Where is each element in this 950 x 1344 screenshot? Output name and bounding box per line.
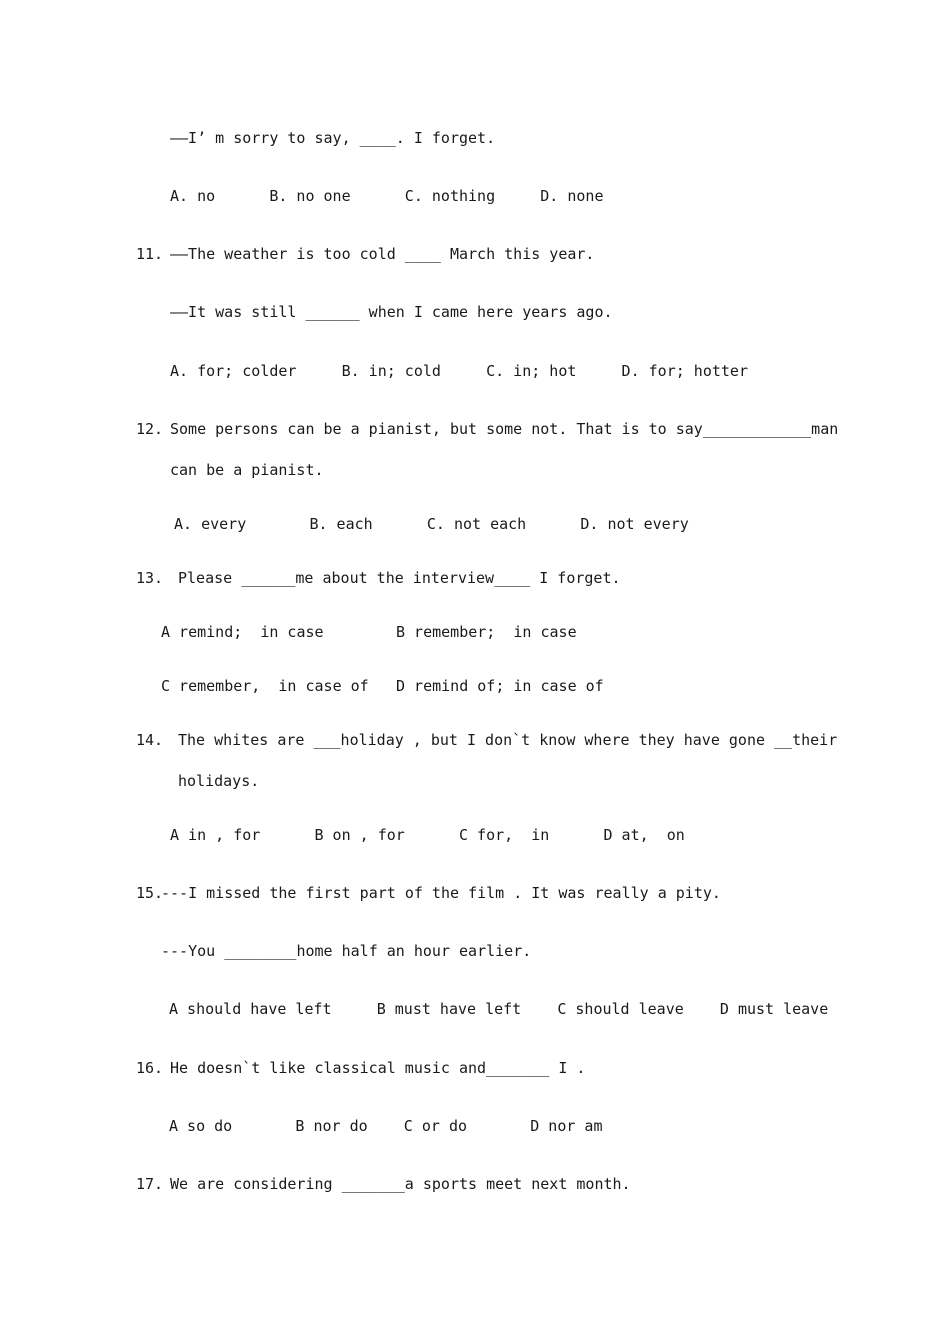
q16-options: A so do B nor do C or do D nor am (169, 1117, 603, 1135)
q14-options: A in , for B on , for C for, in D at, on (170, 826, 685, 844)
q11-stem-line-1: ——The weather is too cold ____ March this year. (170, 245, 595, 263)
q13-number: 13. (136, 569, 164, 587)
q17-stem: We are considering _______a sports meet next month. (170, 1175, 631, 1193)
q12-options: A. every B. each C. not each D. not every (174, 515, 689, 533)
q12-stem-line-1: Some persons can be a pianist, but some not. That is to say____________man (170, 420, 839, 438)
q11-number: 11. (136, 245, 164, 263)
q11-stem-line-2: ——It was still ______ when I came here years ago. (170, 303, 613, 321)
q17-number: 17. (136, 1175, 164, 1193)
q16-number: 16. (136, 1059, 164, 1077)
q12-number: 12. (136, 420, 164, 438)
q12-stem-line-2: can be a pianist. (170, 461, 324, 479)
q10-options: A. no B. no one C. nothing D. none (170, 187, 604, 205)
q15-stem-line-2: ---You ________home half an hour earlier. (161, 942, 532, 960)
q13-option-a: A remind; in case (161, 623, 324, 641)
q13-option-b: B remember; in case (396, 623, 577, 641)
q13-option-c: C remember, in case of (161, 677, 369, 695)
q14-stem-line-1: The whites are ___holiday , but I don`t know where they have gone __their (178, 731, 838, 749)
q15-stem-line-1: ---I missed the first part of the film . It was really a pity. (161, 884, 721, 902)
q15-number: 15. (136, 884, 164, 902)
q10-stem-line-2: ——I’ m sorry to say, ____. I forget. (170, 129, 496, 147)
q14-number: 14. (136, 731, 164, 749)
q16-stem: He doesn`t like classical music and_______ I . (170, 1059, 586, 1077)
q11-options: A. for; colder B. in; cold C. in; hot D. for; hotter (170, 362, 748, 380)
q13-stem: Please ______me about the interview____ I forget. (178, 569, 621, 587)
q15-options: A should have left B must have left C should leave D must leave (169, 1000, 829, 1018)
q13-option-d: D remind of; in case of (396, 677, 604, 695)
q14-stem-line-2: holidays. (178, 772, 260, 790)
